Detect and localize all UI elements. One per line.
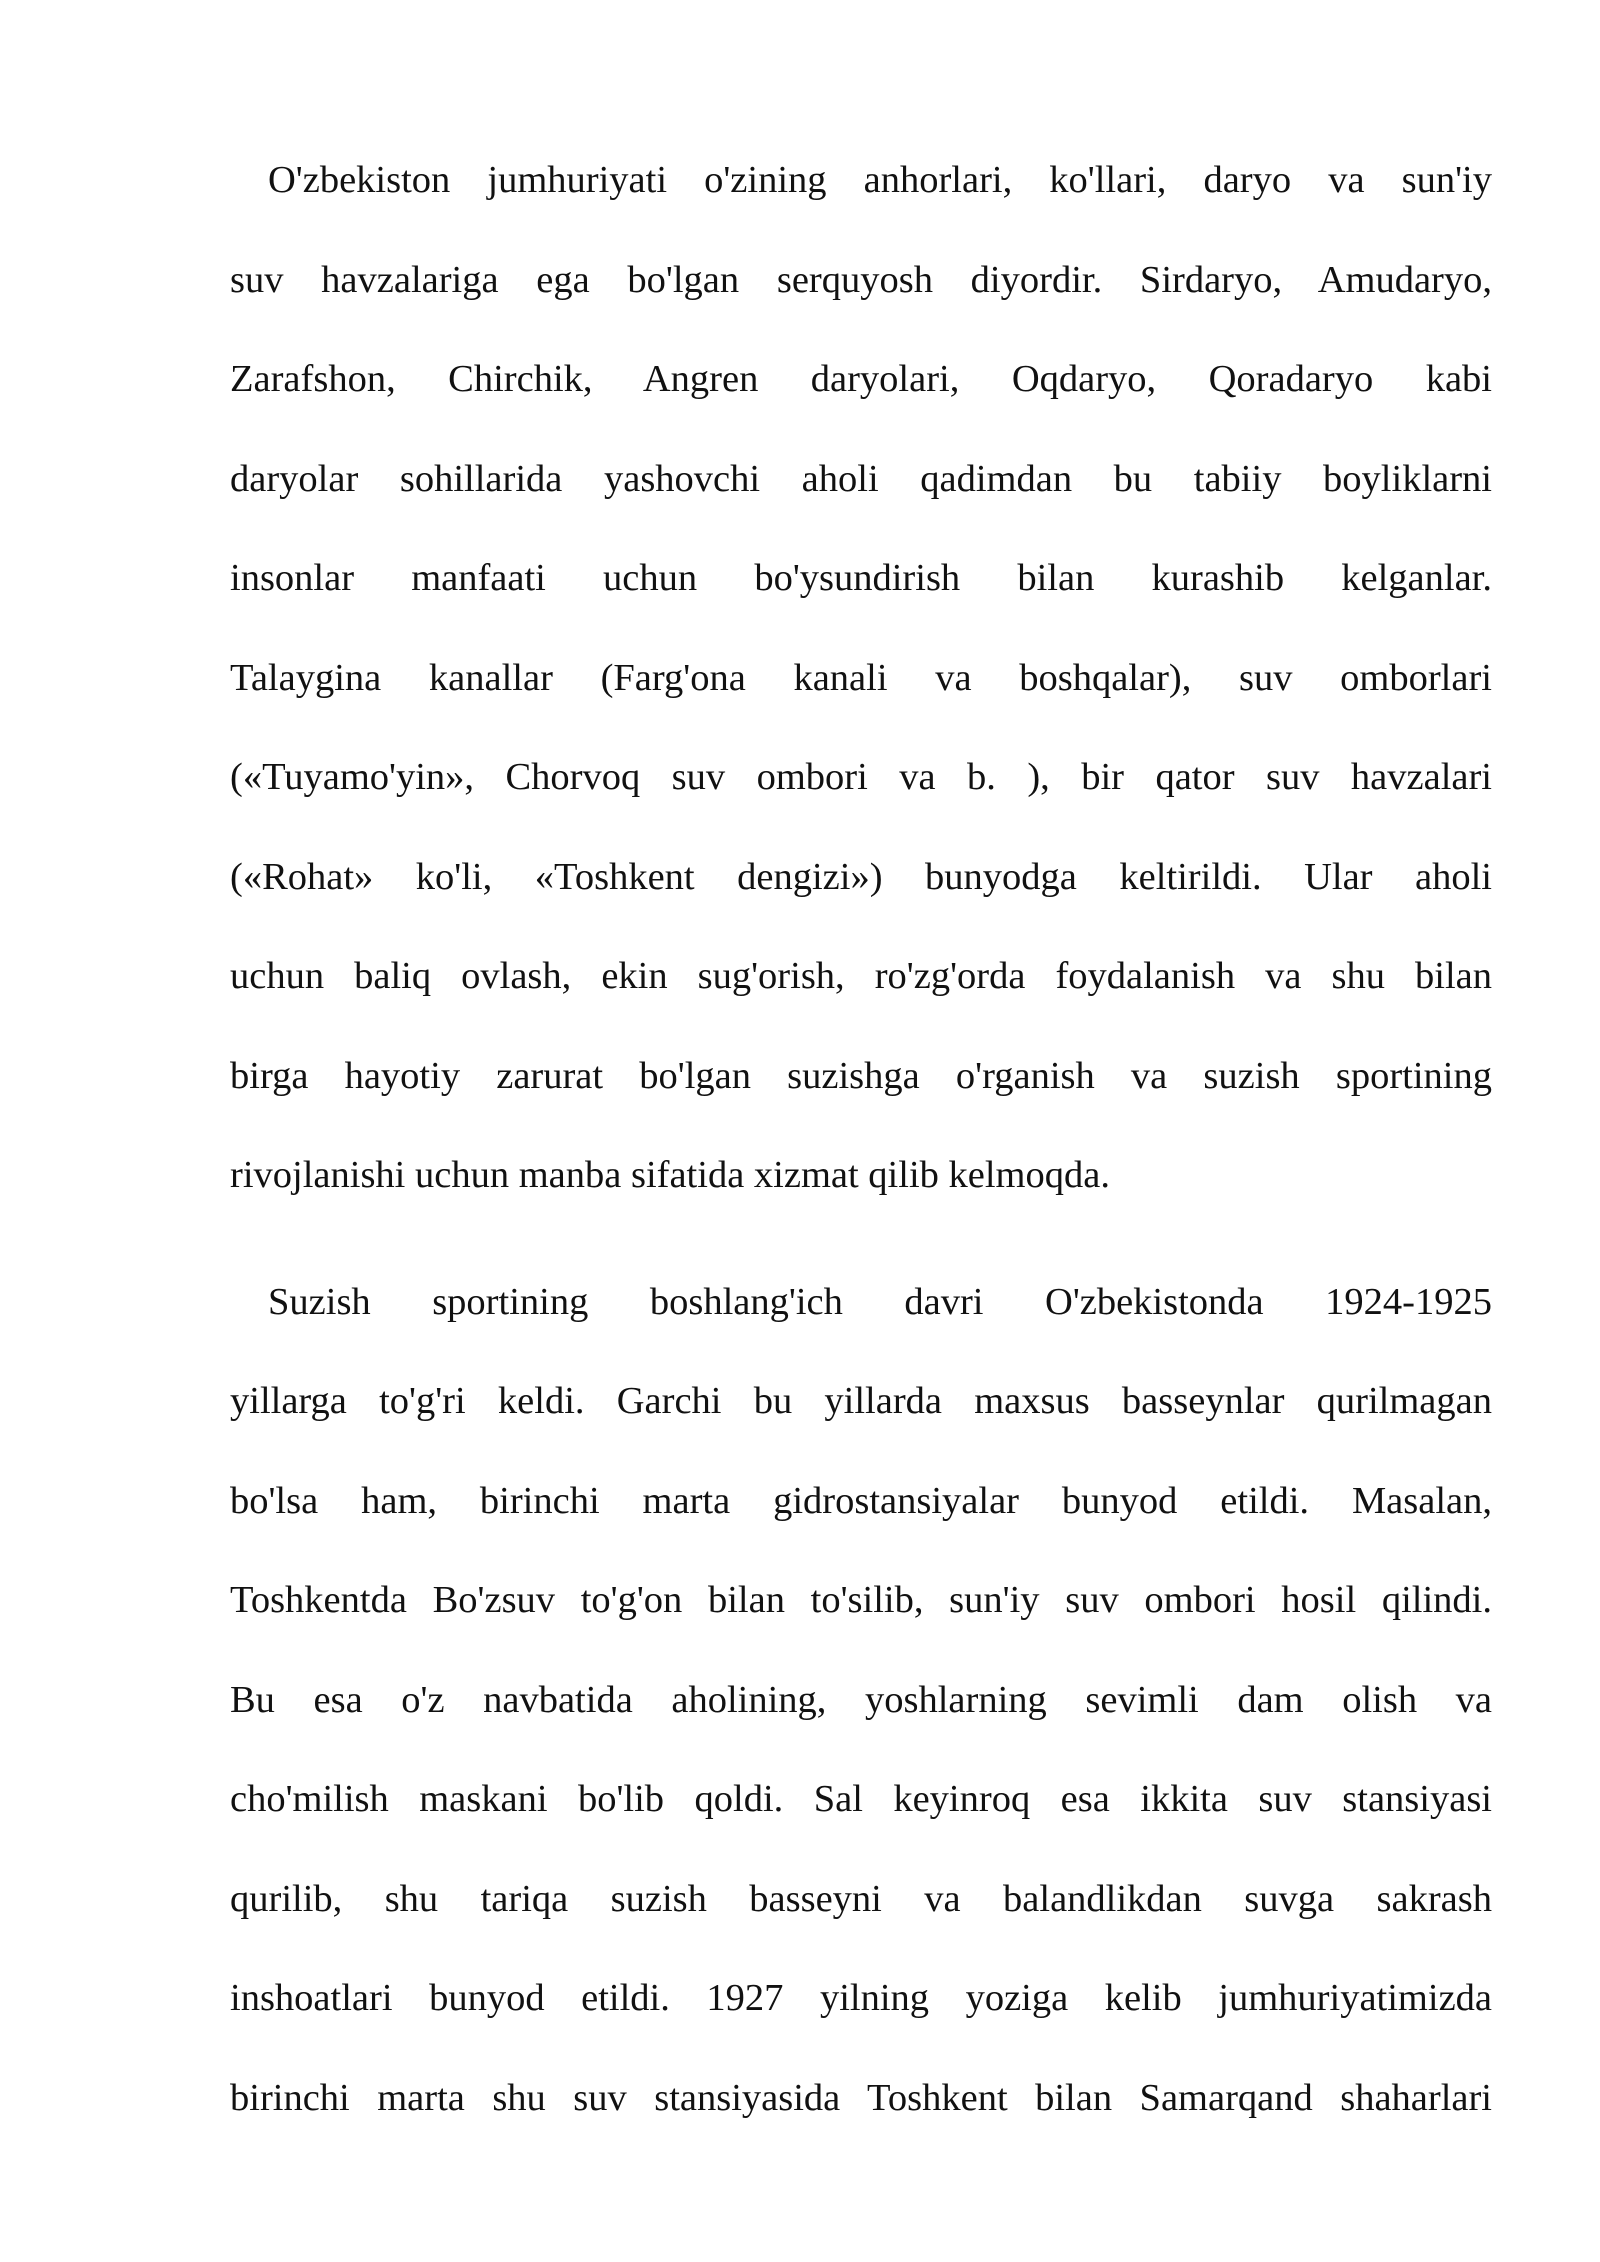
text-line: insonlar manfaati uchun bo'ysundirish bilan kurashib kelganlar.: [230, 557, 1492, 599]
text-line: («Rohat» ko'li, «Toshkent dengizi») bunyodga keltirildi. Ular aholi: [230, 855, 1492, 898]
text-line: bo'lsa ham, birinchi marta gidrostansiyalar bunyod etildi. Masalan,: [230, 1479, 1492, 1522]
text-line: Suzish sportining boshlang'ich davri O'zbekistonda 1924-1925: [268, 1280, 1492, 1323]
paragraph-2: [230, 1267, 1492, 2163]
text-line: cho'milish maskani bo'lib qoldi. Sal keyinroq esa ikkita suv stansiyasi: [230, 1778, 1492, 1820]
paragraph-1: [230, 145, 1492, 1240]
text-line: suv havzalariga ega bo'lgan serquyosh diyordir. Sirdaryo, Amudaryo,: [230, 258, 1492, 301]
text-line: O'zbekiston jumhuriyati o'zining anhorlari, ko'llari, daryo va sun'iy: [268, 159, 1492, 201]
text-line: Bu esa o'z navbatida aholining, yoshlarning sevimli dam olish va: [230, 1678, 1492, 1721]
text-line: birga hayotiy zarurat bo'lgan suzishga o'rganish va suzish sportining: [230, 1054, 1492, 1097]
text-line: inshoatlari bunyod etildi. 1927 yilning yoziga kelib jumhuriyatimizda: [230, 1977, 1492, 2019]
paragraph-spacing: [230, 1240, 1492, 1267]
text-line: rivojlanishi uchun manba sifatida xizmat qilib kelmoqda.: [230, 1154, 1110, 1196]
text-line: Toshkentda Bo'zsuv to'g'on bilan to'silib, sun'iy suv ombori hosil qilindi.: [230, 1579, 1492, 1621]
text-line: daryolar sohillarida yashovchi aholi qadimdan bu tabiiy boyliklarni: [230, 457, 1492, 500]
text-line: uchun baliq ovlash, ekin sug'orish, ro'zg'orda foydalanish va shu bilan: [230, 955, 1492, 997]
text-line: qurilib, shu tariqa suzish basseyni va balandlikdan suvga sakrash: [230, 1877, 1492, 1920]
text-line: Talaygina kanallar (Farg'ona kanali va boshqalar), suv omborlari: [230, 656, 1492, 699]
text-line: birinchi marta shu suv stansiyasida Toshkent bilan Samarqand shaharlari: [230, 2076, 1492, 2119]
text-line: («Tuyamo'yin», Chorvoq suv ombori va b. ), bir qator suv havzalari: [230, 756, 1492, 798]
text-line: Zarafshon, Chirchik, Angren daryolari, Oqdaryo, Qoradaryo kabi: [230, 358, 1492, 400]
text-line: yillarga to'g'ri keldi. Garchi bu yillarda maxsus basseynlar qurilmagan: [230, 1380, 1492, 1422]
document-body: [230, 145, 1492, 2162]
